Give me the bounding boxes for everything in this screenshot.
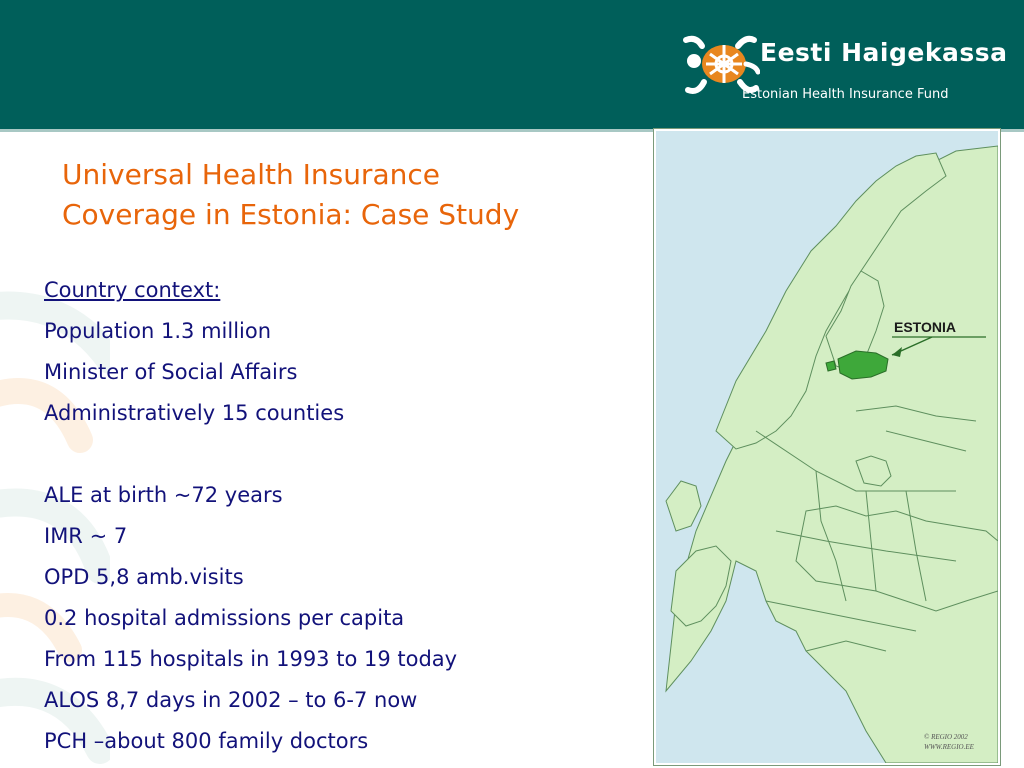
map-credit-line-2: WWW.REGIO.EE — [924, 743, 974, 751]
list-item: OPD 5,8 amb.visits — [44, 565, 244, 589]
logo-name: Eesti Haigekassa — [760, 38, 1008, 67]
list-item: Administratively 15 counties — [44, 401, 345, 425]
list-item: IMR ~ 7 — [44, 524, 128, 548]
list-item: Minister of Social Affairs — [44, 360, 298, 384]
list-item: ALOS 8,7 days in 2002 – to 6-7 now — [44, 688, 418, 712]
estonia-label: ESTONIA — [894, 319, 956, 335]
list-item: From 115 hospitals in 1993 to 19 today — [44, 647, 458, 671]
list-item: PCH –about 800 family doctors — [44, 729, 369, 753]
europe-map — [656, 131, 998, 763]
europe-map-frame — [653, 128, 1001, 766]
brand-logo — [680, 24, 1010, 110]
list-item: 0.2 hospital admissions per capita — [44, 606, 405, 630]
list-item: Population 1.3 million — [44, 319, 272, 343]
title-line-1: Universal Health Insurance — [62, 158, 440, 191]
list-item: ALE at birth ~72 years — [44, 483, 283, 507]
map-credit-line-1: © REGIO 2002 — [924, 733, 968, 741]
context-heading: Country context: — [44, 278, 221, 302]
title-line-2: Coverage in Estonia: Case Study — [62, 198, 520, 231]
list-spacer — [44, 434, 634, 475]
country-context-list — [44, 270, 634, 762]
logo-subtitle: Estonian Health Insurance Fund — [742, 87, 949, 102]
page-title — [62, 155, 622, 235]
